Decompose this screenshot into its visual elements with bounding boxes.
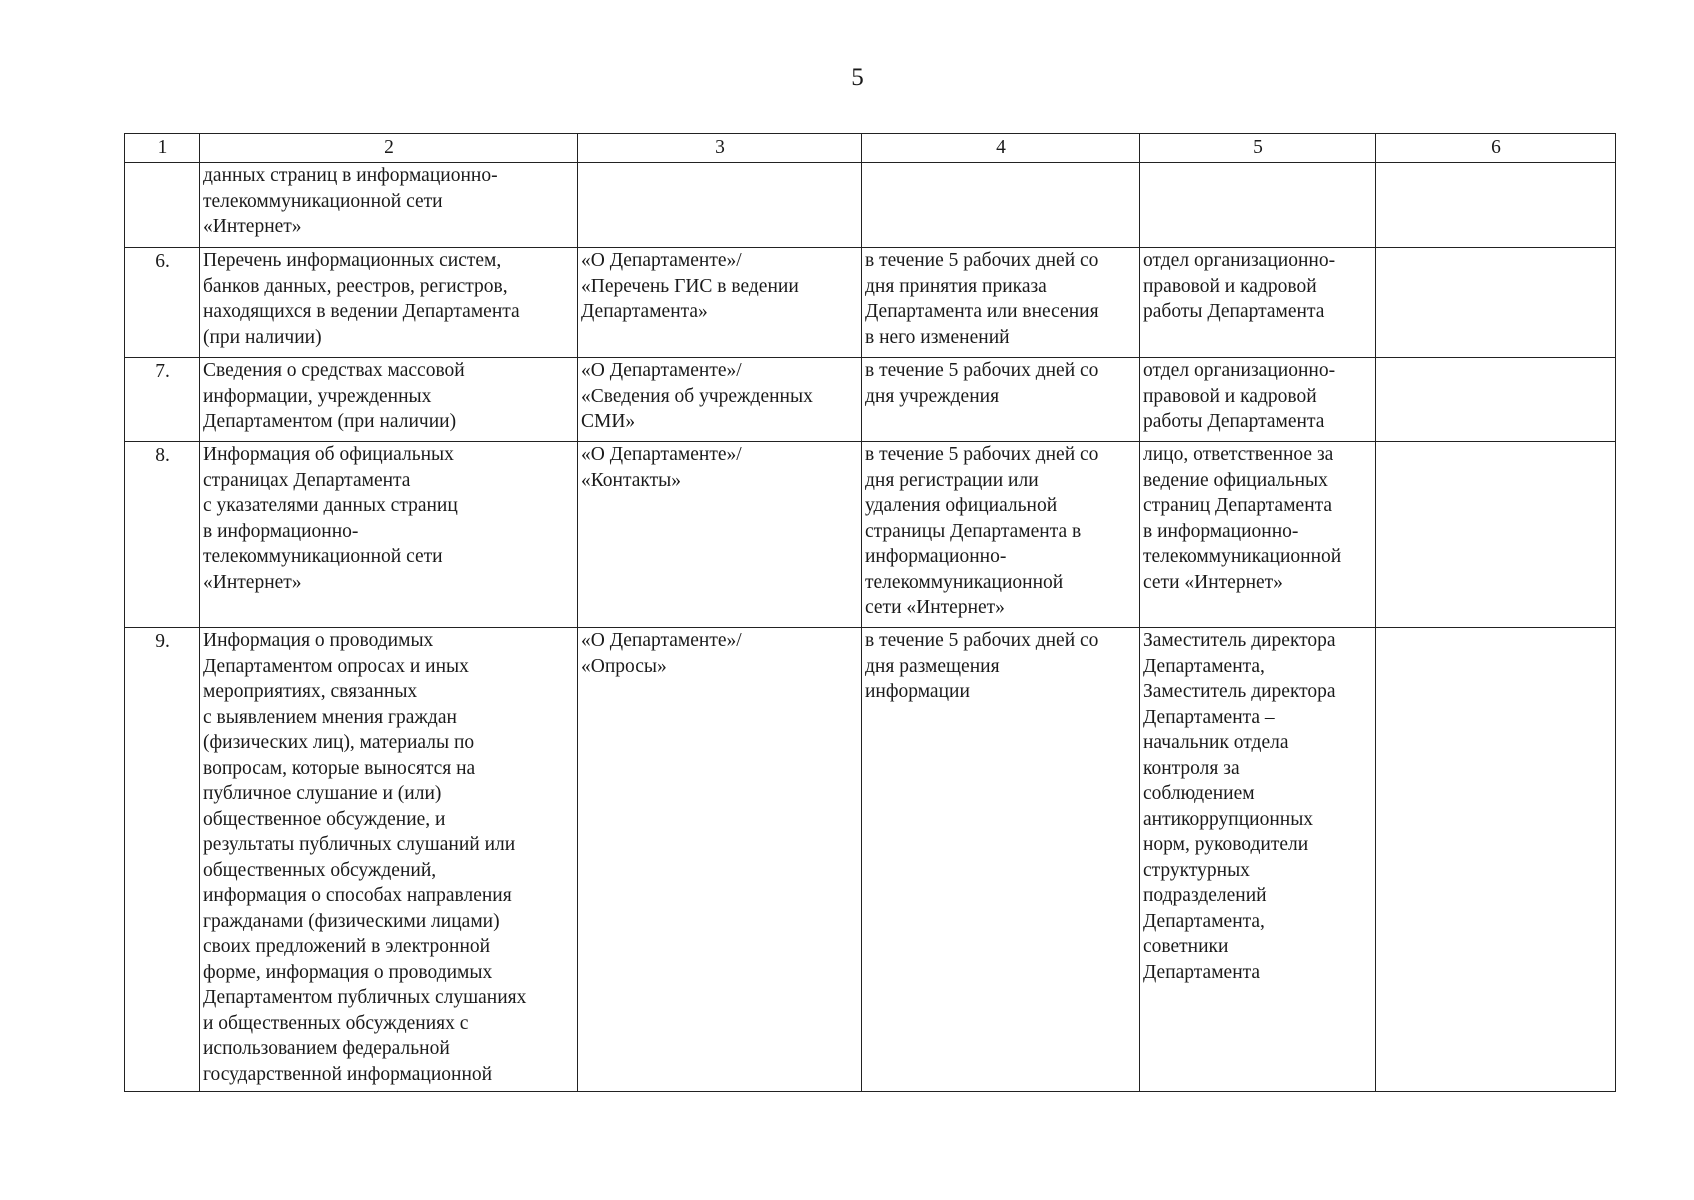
deadline-cell [862, 163, 1140, 248]
section-cell: «О Департаменте»/ «Контакты» [578, 442, 862, 628]
information-cell: Информация о проводимых Департаментом опросах и иных мероприятиях, связанных с выявлением мнения граждан (физических лиц), материалы по вопросам, которые выносятся на публичное слушание и (или) общественное обсуждение, и результаты публичных слушаний или общественных обсуждений, информация о способах направления гражданами (физическими лицами) своих предложений в электронной форме, информация о проводимых Департаментом публичных слушаниях и общественных обсуждениях с использованием федеральной государственной информационной [200, 628, 578, 1092]
row-number: 7. [125, 358, 200, 442]
table-row [125, 442, 1616, 628]
information-cell: Сведения о средствах массовой информации, учрежденных Департаментом (при наличии) [200, 358, 578, 442]
section-cell: «О Департаменте»/ «Опросы» [578, 628, 862, 1092]
table-row [125, 358, 1616, 442]
responsible-cell: лицо, ответственное за ведение официальных страниц Департамента в информационно- телекоммуникационной сети «Интернет» [1140, 442, 1376, 628]
deadline-cell: в течение 5 рабочих дней со дня размещения информации [862, 628, 1140, 1092]
information-cell: данных страниц в информационно- телекоммуникационной сети «Интернет» [200, 163, 578, 248]
responsible-cell [1140, 163, 1376, 248]
column-header-2: 2 [200, 134, 578, 163]
table-row [125, 163, 1616, 248]
information-table [124, 133, 1616, 1092]
row-number: 6. [125, 248, 200, 358]
note-cell [1376, 163, 1616, 248]
information-cell: Перечень информационных систем, банков данных, реестров, регистров, находящихся в ведении Департамента (при наличии) [200, 248, 578, 358]
responsible-cell: Заместитель директора Департамента, Заместитель директора Департамента – начальник отдела контроля за соблюдением антикоррупционных норм, руководители структурных подразделений Департамента, советники Департамента [1140, 628, 1376, 1092]
header-row [125, 134, 1616, 163]
column-header-3: 3 [578, 134, 862, 163]
table-row [125, 628, 1616, 1092]
column-header-6: 6 [1376, 134, 1616, 163]
column-header-1: 1 [125, 134, 200, 163]
note-cell [1376, 628, 1616, 1092]
page-number: 5 [851, 64, 865, 91]
row-number [125, 163, 200, 248]
note-cell [1376, 358, 1616, 442]
deadline-cell: в течение 5 рабочих дней со дня принятия приказа Департамента или внесения в него изменений [862, 248, 1140, 358]
deadline-cell: в течение 5 рабочих дней со дня учреждения [862, 358, 1140, 442]
row-number: 9. [125, 628, 200, 1092]
table-row [125, 248, 1616, 358]
deadline-cell: в течение 5 рабочих дней со дня регистрации или удаления официальной страницы Департамента в информационно- телекоммуникационной сети «Интернет» [862, 442, 1140, 628]
row-number: 8. [125, 442, 200, 628]
section-cell: «О Департаменте»/ «Сведения об учрежденных СМИ» [578, 358, 862, 442]
column-header-5: 5 [1140, 134, 1376, 163]
column-header-4: 4 [862, 134, 1140, 163]
section-cell: «О Департаменте»/ «Перечень ГИС в ведении Департамента» [578, 248, 862, 358]
section-cell [578, 163, 862, 248]
responsible-cell: отдел организационно- правовой и кадровой работы Департамента [1140, 358, 1376, 442]
responsible-cell: отдел организационно- правовой и кадровой работы Департамента [1140, 248, 1376, 358]
information-cell: Информация об официальных страницах Департамента с указателями данных страниц в информационно- телекоммуникационной сети «Интернет» [200, 442, 578, 628]
note-cell [1376, 442, 1616, 628]
note-cell [1376, 248, 1616, 358]
